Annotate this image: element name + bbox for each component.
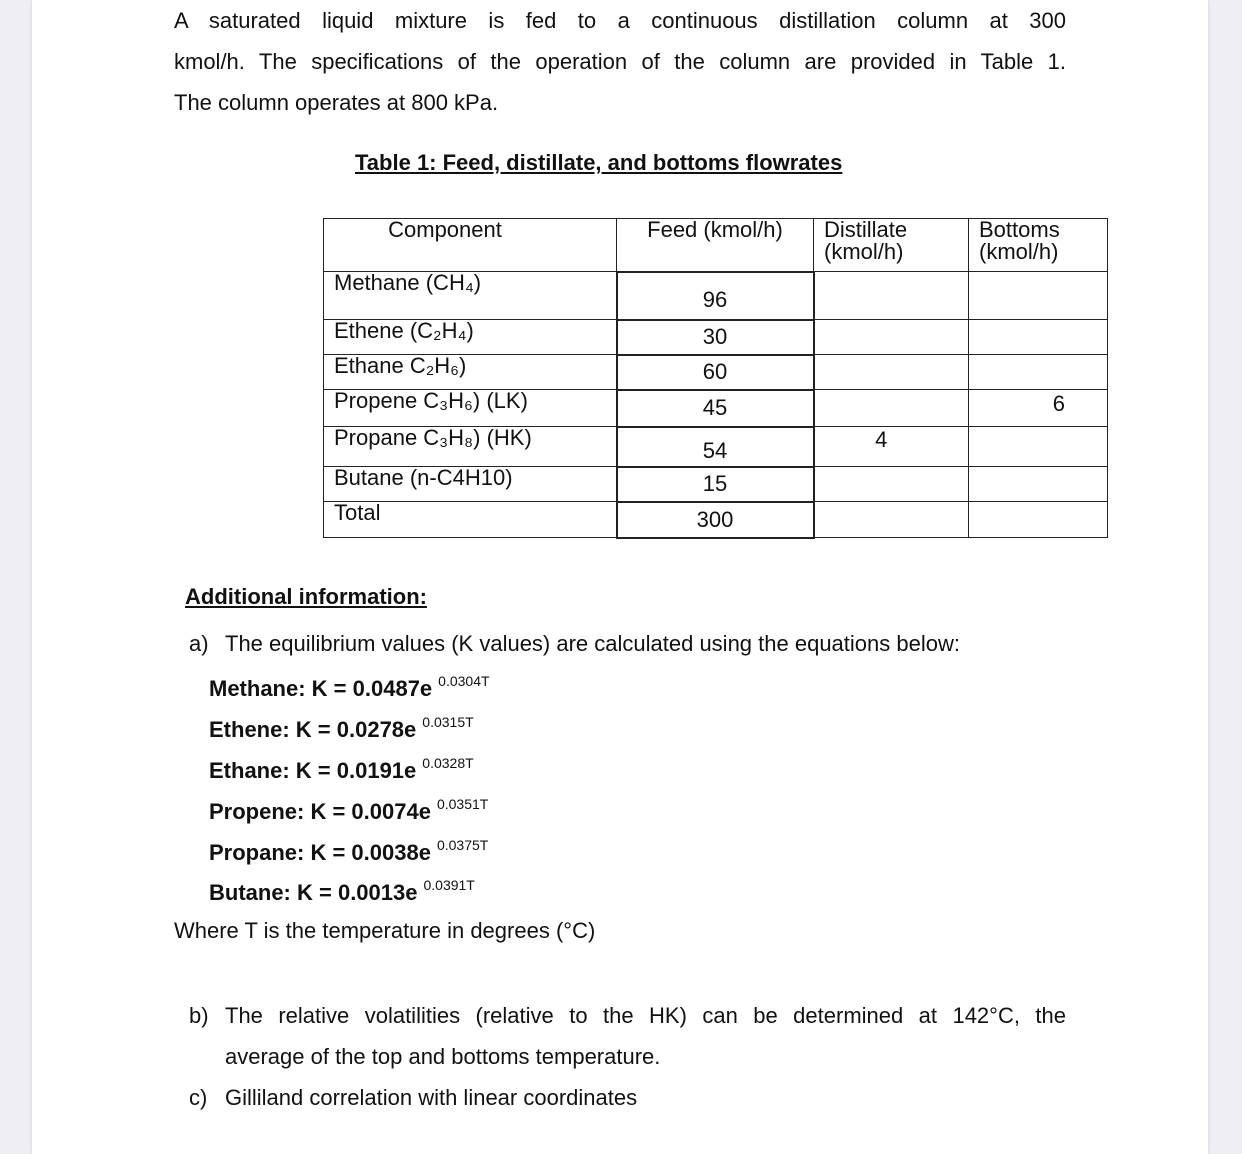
equation-base: Ethane: K = 0.0191e <box>209 758 417 783</box>
equation-propane <box>209 837 488 866</box>
table-title: Table 1: Feed, distillate, and bottoms flowrates <box>355 150 843 175</box>
distillate-cell <box>814 320 969 355</box>
feed-cell: 15 <box>617 467 814 502</box>
distillate-cell <box>814 467 969 502</box>
equation-exponent: 0.0328T <box>422 755 474 771</box>
table-row <box>324 390 1108 427</box>
additional-info-heading: Additional information: <box>185 584 427 609</box>
feed-cell: 54 <box>617 427 814 467</box>
table-row <box>324 320 1108 355</box>
item-a-marker: a) <box>189 631 209 656</box>
bottoms-cell: 6 <box>969 390 1108 427</box>
feed-cell: 45 <box>617 390 814 427</box>
item-c-text: Gilliland correlation with linear coordinates <box>225 1085 638 1110</box>
distillate-cell <box>814 502 969 538</box>
equation-exponent: 0.0391T <box>423 877 475 893</box>
table-row <box>324 427 1108 467</box>
item-a-text: The equilibrium values (K values) are calculated using the equations below: <box>225 631 960 656</box>
header-feed: Feed (kmol/h) <box>617 219 814 272</box>
equation-butane <box>209 877 475 906</box>
header-distillate: Distillate (kmol/h) <box>814 219 969 272</box>
item-b-line-2: average of the top and bottoms temperature. <box>225 1044 661 1069</box>
bottoms-cell <box>969 320 1108 355</box>
table-row <box>324 355 1108 390</box>
equation-propene <box>209 796 488 825</box>
header-component: Component <box>324 219 617 272</box>
equation-base: Butane: K = 0.0013e <box>209 880 418 905</box>
equation-exponent: 0.0375T <box>436 837 489 853</box>
feed-cell: 96 <box>617 272 814 320</box>
equation-base: Propene: K = 0.0074e <box>209 799 431 824</box>
distillate-cell: 4 <box>814 427 969 467</box>
feed-cell: 300 <box>617 502 814 538</box>
intro-line-2: kmol/h. The specifications of the operation of the column are provided in Table 1. <box>174 49 1066 74</box>
equation-base: Methane: K = 0.0487e <box>209 676 433 701</box>
distillate-cell <box>814 355 969 390</box>
item-c-marker: c) <box>189 1085 208 1110</box>
distillate-cell <box>814 390 969 427</box>
component-cell: Butane (n-C4H10) <box>324 467 617 502</box>
component-cell: Methane (CH₄) <box>324 272 617 320</box>
bottoms-cell <box>969 427 1108 467</box>
bottoms-cell <box>969 467 1108 502</box>
equation-exponent: 0.0351T <box>436 796 489 812</box>
equation-base: Ethene: K = 0.0278e <box>209 717 417 742</box>
table-row <box>324 272 1108 320</box>
item-b-marker: b) <box>189 1003 209 1028</box>
bottoms-cell <box>969 355 1108 390</box>
table-row <box>324 467 1108 502</box>
distillate-cell <box>814 272 969 320</box>
feed-cell: 30 <box>617 320 814 355</box>
equation-exponent: 0.0315T <box>422 714 474 730</box>
component-cell: Ethane C₂H₆) <box>324 355 617 390</box>
equation-ethane <box>209 755 474 784</box>
component-cell: Ethene (C₂H₄) <box>324 320 617 355</box>
bottoms-cell <box>969 272 1108 320</box>
item-b-line-1: The relative volatilities (relative to the HK) can be determined at 142°C, the <box>225 1003 1066 1028</box>
component-cell: Propane C₃H₈) (HK) <box>324 427 617 467</box>
table-row <box>324 502 1108 538</box>
component-cell: Total <box>324 502 617 538</box>
header-bottoms: Bottoms (kmol/h) <box>969 219 1108 272</box>
flowrate-table <box>323 218 1108 539</box>
equation-exponent: 0.0304T <box>438 673 490 689</box>
where-text: Where T is the temperature in degrees (°C) <box>174 918 596 943</box>
intro-line-3: The column operates at 800 kPa. <box>174 90 499 115</box>
component-cell: Propene C₃H₆) (LK) <box>324 390 617 427</box>
intro-line-1: A saturated liquid mixture is fed to a continuous distillation column at 300 <box>174 8 1066 33</box>
equation-base: Propane: K = 0.0038e <box>209 840 431 865</box>
bottoms-cell <box>969 502 1108 538</box>
equation-methane <box>209 673 490 702</box>
equation-ethene <box>209 714 474 743</box>
feed-cell: 60 <box>617 355 814 390</box>
